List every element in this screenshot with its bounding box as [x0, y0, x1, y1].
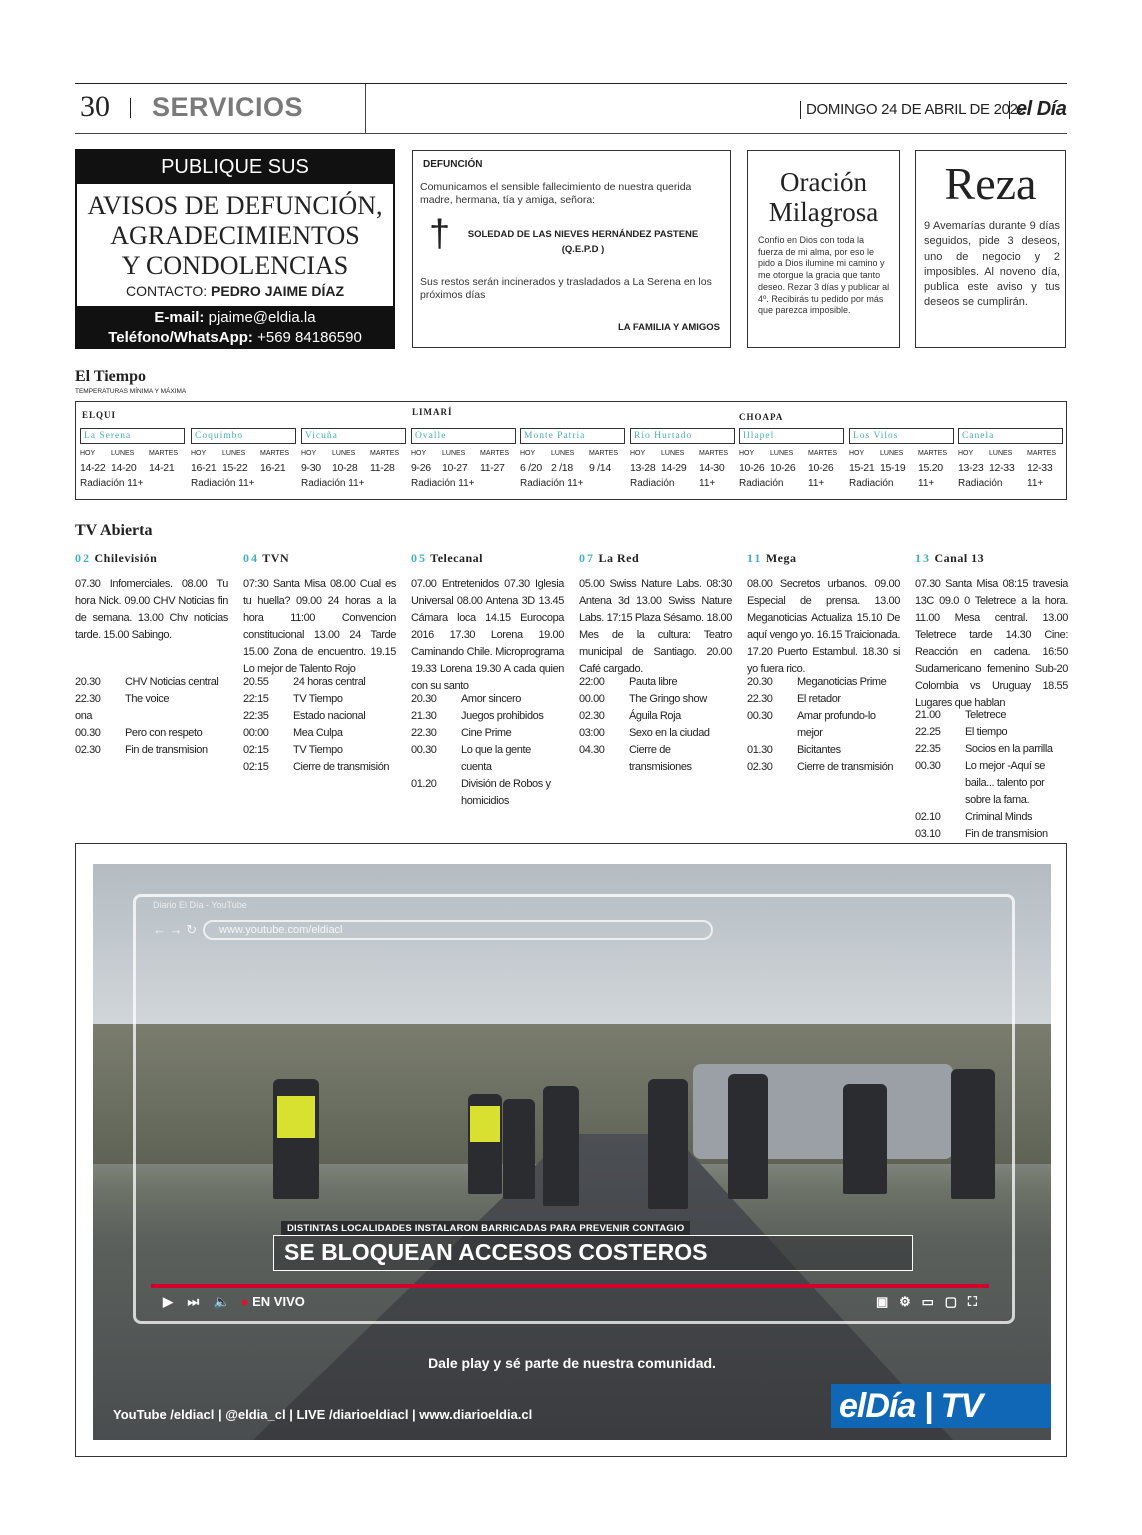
- temp-lunes: 15-19: [880, 462, 906, 474]
- oracion-box: [747, 150, 900, 348]
- channel-header: [75, 551, 157, 566]
- header-divider: [130, 98, 131, 118]
- program-name: 24 horas central: [293, 676, 366, 688]
- program-row: [915, 758, 1068, 809]
- temp-lunes: 10-27: [442, 462, 468, 474]
- program-row: [747, 708, 900, 742]
- program-row: [747, 691, 900, 708]
- temp-lunes: 15-22: [222, 462, 248, 474]
- program-row: [243, 708, 396, 725]
- program-row: [747, 759, 900, 776]
- radiation-value: 11+: [699, 478, 716, 489]
- email-label: E-mail:: [154, 309, 205, 326]
- temp-hoy: 13-23: [958, 462, 984, 474]
- program-time: 01.20: [411, 778, 437, 790]
- program-time: 02.30: [579, 710, 605, 722]
- program-row: [579, 691, 732, 708]
- program-name: Bicitantes: [797, 744, 841, 756]
- program-time: 03:00: [579, 727, 605, 739]
- oracion-title-line: Oración: [780, 167, 867, 197]
- day-label-hoy: HOY: [191, 450, 207, 457]
- newspaper-logo: el Día: [1016, 98, 1067, 120]
- program-time: 22.35: [915, 743, 941, 755]
- reza-box: [915, 150, 1066, 348]
- program-row: [75, 674, 228, 691]
- next-icon: ⏭: [187, 1294, 200, 1309]
- program-name: The Gringo show: [629, 693, 707, 705]
- day-label-martes: MARTES: [260, 450, 290, 457]
- program-row: [411, 742, 564, 776]
- radiation-label: Radiación: [958, 478, 1003, 489]
- cross-icon: †: [429, 213, 451, 255]
- day-label-hoy: HOY: [849, 450, 865, 457]
- play-icon: ▶: [163, 1294, 173, 1309]
- program-name: TV Tiempo: [293, 693, 343, 705]
- temp-hoy: 10-26: [739, 462, 765, 474]
- program-time: 02.10: [915, 811, 941, 823]
- program-name: El tiempo: [965, 726, 1008, 738]
- header-divider: [365, 84, 366, 133]
- prime-schedule: [747, 674, 900, 776]
- day-label-martes: MARTES: [808, 450, 838, 457]
- city-name: Vicuña: [301, 428, 406, 444]
- temp-lunes: 12-33: [989, 462, 1015, 474]
- program-row: [75, 725, 228, 742]
- day-label-martes: MARTES: [149, 450, 179, 457]
- day-label-martes: MARTES: [589, 450, 619, 457]
- temp-hoy: 15-21: [849, 462, 875, 474]
- city-name: Illapel: [739, 428, 844, 444]
- temp-lunes: 14-20: [111, 462, 137, 474]
- day-label-martes: MARTES: [918, 450, 948, 457]
- day-label-martes: MARTES: [480, 450, 510, 457]
- defuncion-intro: Comunicamos el sensible fallecimiento de nuestra querida madre, hermana, tía y amiga, señora:: [420, 181, 692, 206]
- program-name: CHV Noticias central: [125, 676, 219, 688]
- channel-name: TVN: [262, 551, 290, 565]
- publique-title-line: Y CONDOLENCIAS: [121, 251, 349, 280]
- program-time: 20.30: [75, 676, 101, 688]
- program-row: [579, 674, 732, 691]
- tv-title: TV Abierta: [75, 522, 153, 539]
- program-name: Lo mejor -Aquí se baila... talento por sobre la fama.: [965, 760, 1046, 806]
- channel-number: 04: [243, 551, 259, 565]
- email-link[interactable]: pjaime@eldia.la: [208, 309, 316, 326]
- program-time: 21.30: [411, 710, 437, 722]
- channel-name: Telecanal: [430, 551, 484, 565]
- city-name: Canela: [958, 428, 1063, 444]
- radiation-label: Radiación 11+: [191, 478, 255, 489]
- header-divider: [1009, 101, 1010, 119]
- program-time: 02.30: [75, 744, 101, 756]
- oracion-title: [748, 167, 899, 227]
- day-label-lunes: LUNES: [989, 450, 1013, 457]
- day-label-lunes: LUNES: [442, 450, 466, 457]
- video-progress-bar: [151, 1284, 989, 1288]
- ad-photo: [93, 864, 1051, 1440]
- program-time: 00.30: [915, 760, 941, 772]
- reza-title: Reza: [944, 158, 1037, 209]
- publique-contact: [77, 283, 393, 299]
- player-settings-icons: ▣ ⚙ ▭ ▢ ⛶: [876, 1294, 977, 1309]
- program-name: Pero con respeto: [125, 727, 203, 739]
- temp-martes: 16-21: [260, 462, 286, 474]
- news-headline: SE BLOQUEAN ACCESOS COSTEROS: [273, 1235, 913, 1271]
- program-row: [915, 809, 1068, 826]
- channel-number: 05: [411, 551, 427, 565]
- radiation-value: 11+: [808, 478, 825, 489]
- program-row: [915, 826, 1068, 843]
- channel-name: Mega: [765, 551, 797, 565]
- program-name: Cierre de transmisión: [293, 761, 390, 773]
- channel-schedule: 07.30 Santa Misa 08:15 travesia 13C 09.0 0 Teletrece a la hora. 11.00 Mesa central. 13.00 Teletrece tarde 14.30 Cine: Reacción en cadena. 16:50 Sudamericano femenino Sub-20 Colombia vs Uruguay 18.55 Lugares que hablan: [915, 578, 1068, 709]
- temp-hoy: 9-30: [301, 462, 321, 474]
- defuncion-notice: [412, 150, 731, 348]
- program-time: 22.25: [915, 726, 941, 738]
- channel-name: Canal 13: [934, 551, 985, 565]
- program-name: Cine Prime: [461, 727, 512, 739]
- region-label: ELQUI: [82, 410, 117, 420]
- region-label: CHOAPA: [739, 412, 784, 422]
- program-time: 03.10: [915, 828, 941, 840]
- city-name: Coquimbo: [191, 428, 296, 444]
- url-bar: www.youtube.com/eldiacl: [203, 920, 713, 940]
- program-name: Amar profundo-lo mejor: [797, 710, 876, 739]
- radiation-label: Radiación 11+: [411, 478, 475, 489]
- publique-ad: [75, 149, 395, 349]
- program-row: [747, 674, 900, 691]
- day-label-lunes: LUNES: [880, 450, 904, 457]
- prime-schedule: [579, 674, 732, 776]
- temp-martes: 14-30: [699, 462, 725, 474]
- program-time: 20.30: [747, 676, 773, 688]
- program-time: 22.30: [747, 693, 773, 705]
- program-time: 00.30: [747, 710, 773, 722]
- temp-hoy: 14-22: [80, 462, 106, 474]
- radiation-label: Radiación: [849, 478, 894, 489]
- temp-martes: 11-28: [370, 462, 395, 474]
- program-row: [243, 759, 396, 776]
- program-row: [243, 674, 396, 691]
- deceased-name: [453, 227, 713, 257]
- program-name: Fin de transmision: [965, 828, 1048, 840]
- phone-label: Teléfono/WhatsApp:: [108, 329, 253, 346]
- temp-lunes: 14-29: [661, 462, 687, 474]
- temp-martes: 14-21: [149, 462, 175, 474]
- channel-schedule: 07.30 Infomerciales. 08.00 Tu hora Nick. 09.00 CHV Noticias fin de semana. 13.00 Chv noticias tarde. 15.00 Sabingo.: [75, 578, 228, 641]
- day-label-hoy: HOY: [630, 450, 646, 457]
- program-name: Pauta libre: [629, 676, 678, 688]
- header-divider: [800, 101, 801, 119]
- channel-header: [411, 551, 483, 566]
- temp-martes: 11-27: [480, 462, 505, 474]
- oracion-title-line: Milagrosa: [768, 197, 879, 227]
- program-name: El retador: [797, 693, 841, 705]
- defuncion-signature: LA FAMILIA Y AMIGOS: [617, 322, 720, 333]
- defuncion-body: Sus restos serán incinerados y trasladados a La Serena en los próximos días: [420, 276, 712, 301]
- contact-name: PEDRO JAIME DÍAZ: [211, 283, 345, 299]
- program-name: Cierre de transmisiones: [629, 744, 692, 773]
- program-time: 21.00: [915, 709, 941, 721]
- day-label-lunes: LUNES: [661, 450, 685, 457]
- day-label-hoy: HOY: [520, 450, 536, 457]
- temp-martes: 10-26: [808, 462, 834, 474]
- oracion-text: Confío en Dios con toda la fuerza de mi alma, por eso le pido a Dios ilumine mi camino y me otorgue la gracia que tanto deseo. Rezar 3 días y publicar al 4º. Recibirás tu pedido por más que parezca imposible.: [758, 235, 890, 316]
- social-links: YouTube /eldiacl | @eldia_cl | LIVE /diarioeldiacl | www.diarioeldia.cl: [113, 1407, 533, 1422]
- prime-schedule: [411, 691, 564, 810]
- program-name: Cierre de transmisión: [797, 761, 894, 773]
- program-row: [915, 724, 1068, 741]
- channel-name: La Red: [598, 551, 640, 565]
- day-label-martes: MARTES: [370, 450, 400, 457]
- program-row: [747, 742, 900, 759]
- program-name: Sexo en la ciudad: [629, 727, 710, 739]
- program-time: 22.30: [411, 727, 437, 739]
- news-kicker: DISTINTAS LOCALIDADES INSTALARON BARRICADAS PARA PREVENIR CONTAGIO: [281, 1221, 690, 1236]
- program-time: 20.55: [243, 676, 269, 688]
- header-top-rule: [75, 83, 1067, 84]
- program-name: Mea Culpa: [293, 727, 343, 739]
- temp-hoy: 9-26: [411, 462, 431, 474]
- city-name: Los Vilos: [849, 428, 954, 444]
- program-name: Águila Roja: [629, 710, 681, 722]
- eldia-tv-ad: [75, 843, 1067, 1457]
- publique-title: [77, 191, 393, 281]
- radiation-value: 11+: [918, 478, 935, 489]
- program-time: 22:35: [243, 710, 269, 722]
- day-label-hoy: HOY: [411, 450, 427, 457]
- channel-schedule: 07:30 Santa Misa 08.00 Cual es tu huella? 09.00 24 horas a la hora 11:00 Convencion constitucional 13.00 24 Tarde 15.00 Zona de encuentro. 19.15 Lo mejor de Talento Rojo: [243, 578, 396, 675]
- program-row: [411, 691, 564, 708]
- region-label: LIMARÍ: [412, 407, 453, 417]
- live-label: EN VIVO: [252, 1294, 305, 1309]
- radiation-label: Radiación 11+: [301, 478, 365, 489]
- program-row: [579, 742, 732, 776]
- header-bottom-rule: [75, 133, 1067, 134]
- radiation-label: Radiación: [630, 478, 675, 489]
- weather-subtitle: TEMPERATURAS MÍNIMA Y MÁXIMA: [75, 388, 187, 395]
- program-row: [915, 741, 1068, 758]
- program-row: [75, 708, 228, 725]
- browser-tab: Diario El Día - YouTube: [153, 900, 247, 910]
- temp-hoy: 6 /20: [520, 462, 542, 474]
- city-name: Monte Patria: [520, 428, 625, 444]
- program-time: ona: [75, 710, 93, 722]
- publique-footer: [77, 306, 393, 349]
- program-time: 22:15: [243, 693, 269, 705]
- channel-number: 02: [75, 551, 91, 565]
- program-row: [75, 691, 228, 708]
- section-title: SERVICIOS: [152, 92, 304, 122]
- program-name: Teletrece: [965, 709, 1007, 721]
- eldia-tv-logo: elDía | TV: [831, 1384, 1051, 1428]
- day-label-lunes: LUNES: [111, 450, 135, 457]
- channel-schedule: 08.00 Secretos urbanos. 09.00 Especial de prensa. 13.00 Meganoticias Actualiza 15.10 De aquí vengo yo. 16.15 Traicionada. 17.20 Puerto Estambul. 18.30 si yo fuera rico.: [747, 578, 900, 675]
- program-name: Estado nacional: [293, 710, 366, 722]
- deceased-name-text: SOLEDAD DE LAS NIEVES HERNÁNDEZ PASTENE: [467, 229, 699, 240]
- weather-table: [75, 401, 1067, 500]
- day-label-lunes: LUNES: [222, 450, 246, 457]
- reza-text: 9 Avemarías durante 9 días seguidos, pide 3 deseos, uno de negocio y 2 imposibles. Al noveno día, publica este aviso y tus deseos se cumplirán.: [924, 220, 1060, 309]
- publique-heading: PUBLIQUE SUS: [77, 151, 393, 184]
- day-label-lunes: LUNES: [770, 450, 794, 457]
- program-row: [75, 742, 228, 759]
- day-label-lunes: LUNES: [332, 450, 356, 457]
- temp-lunes: 10-28: [332, 462, 358, 474]
- radiation-value: 11+: [1027, 478, 1044, 489]
- city-name: La Serena: [80, 428, 185, 444]
- program-name: Meganoticias Prime: [797, 676, 887, 688]
- video-controls: [163, 1294, 993, 1314]
- temp-martes: 15.20: [918, 462, 943, 474]
- program-name: Juegos prohibidos: [461, 710, 544, 722]
- program-name: División de Robos y homicidios: [461, 778, 551, 807]
- program-name: Criminal Minds: [965, 811, 1033, 823]
- day-label-martes: MARTES: [1027, 450, 1057, 457]
- temp-martes: 12-33: [1027, 462, 1053, 474]
- program-name: The voice: [125, 693, 170, 705]
- weather-title: El Tiempo: [75, 368, 146, 385]
- day-label-lunes: LUNES: [551, 450, 575, 457]
- temp-lunes: 10-26: [770, 462, 796, 474]
- day-label-hoy: HOY: [958, 450, 974, 457]
- temp-hoy: 13-28: [630, 462, 656, 474]
- program-row: [243, 725, 396, 742]
- browser-nav-icons: ← → ↻: [153, 922, 198, 937]
- program-row: [579, 708, 732, 725]
- prime-schedule: [915, 707, 1068, 843]
- program-time: 22:00: [579, 676, 605, 688]
- phone-link[interactable]: +569 84186590: [257, 329, 362, 346]
- program-row: [411, 708, 564, 725]
- channel-header: [243, 551, 289, 566]
- contact-label: CONTACTO:: [125, 283, 208, 299]
- program-row: [243, 742, 396, 759]
- program-name: TV Tiempo: [293, 744, 343, 756]
- program-row: [243, 691, 396, 708]
- qepd-text: (Q.E.P.D ): [561, 244, 605, 255]
- program-time: 00.00: [579, 693, 605, 705]
- channel-number: 11: [747, 551, 763, 565]
- program-time: 04.30: [579, 744, 605, 756]
- channel-header: [915, 551, 984, 566]
- city-name: Ovalle: [411, 428, 516, 444]
- program-row: [411, 725, 564, 742]
- defuncion-title: DEFUNCIÓN: [423, 159, 483, 170]
- channel-header: [747, 551, 797, 566]
- program-row: [915, 707, 1068, 724]
- program-time: 02.30: [747, 761, 773, 773]
- program-time: 00.30: [75, 727, 101, 739]
- program-name: Fin de transmision: [125, 744, 208, 756]
- page-number: 30: [80, 90, 110, 123]
- volume-icon: 🔈: [213, 1294, 230, 1309]
- channel-number: 13: [915, 551, 931, 565]
- program-time: 22.30: [75, 693, 101, 705]
- program-time: 00:00: [243, 727, 269, 739]
- program-name: Lo que la gente cuenta: [461, 744, 531, 773]
- temp-hoy: 16-21: [191, 462, 217, 474]
- day-label-hoy: HOY: [739, 450, 755, 457]
- day-label-martes: MARTES: [699, 450, 729, 457]
- program-time: 02:15: [243, 744, 269, 756]
- publique-title-line: AVISOS DE DEFUNCIÓN,: [87, 191, 383, 220]
- program-name: Socios en la parrilla: [965, 743, 1053, 755]
- channel-schedule: 05.00 Swiss Nature Labs. 08:30 Antena 3d 13.00 Swiss Nature Labs. 17:15 Plaza Sésamo. 18.00 Mes de la cultura: Teatro municipal de Santiago. 20.00 Café cargado.: [579, 578, 732, 675]
- program-row: [579, 725, 732, 742]
- temp-lunes: 2 /18: [551, 462, 573, 474]
- program-row: [411, 776, 564, 810]
- day-label-hoy: HOY: [80, 450, 96, 457]
- channel-name: Chilevisión: [94, 551, 158, 565]
- ad-tagline: Dale play y sé parte de nuestra comunidad.: [428, 1355, 716, 1371]
- channel-schedule: 07.00 Entretenidos 07.30 Iglesia Universal 08.00 Antena 3D 13.45 Cámara loca 14.15 Eurocopa 2016 17.30 Lorena 19.00 Caminando Chile. Microprograma 19.33 Lorena 19.30 A cada quien con su santo: [411, 578, 564, 692]
- radiation-label: Radiación 11+: [520, 478, 584, 489]
- radiation-label: Radiación: [739, 478, 784, 489]
- issue-date: DOMINGO 24 DE ABRIL DE 2022: [806, 101, 1026, 118]
- live-dot-icon: ●: [240, 1294, 249, 1309]
- program-time: 20.30: [411, 693, 437, 705]
- publique-title-line: AGRADECIMIENTOS: [110, 221, 360, 250]
- radiation-label: Radiación 11+: [80, 478, 144, 489]
- prime-schedule: [75, 674, 228, 759]
- program-time: 01.30: [747, 744, 773, 756]
- prime-schedule: [243, 674, 396, 776]
- program-name: Amor sincero: [461, 693, 521, 705]
- city-name: Río Hurtado: [630, 428, 735, 444]
- program-time: 02:15: [243, 761, 269, 773]
- temp-martes: 9 /14: [589, 462, 611, 474]
- day-label-hoy: HOY: [301, 450, 317, 457]
- program-time: 00.30: [411, 744, 437, 756]
- channel-header: [579, 551, 639, 566]
- channel-number: 07: [579, 551, 595, 565]
